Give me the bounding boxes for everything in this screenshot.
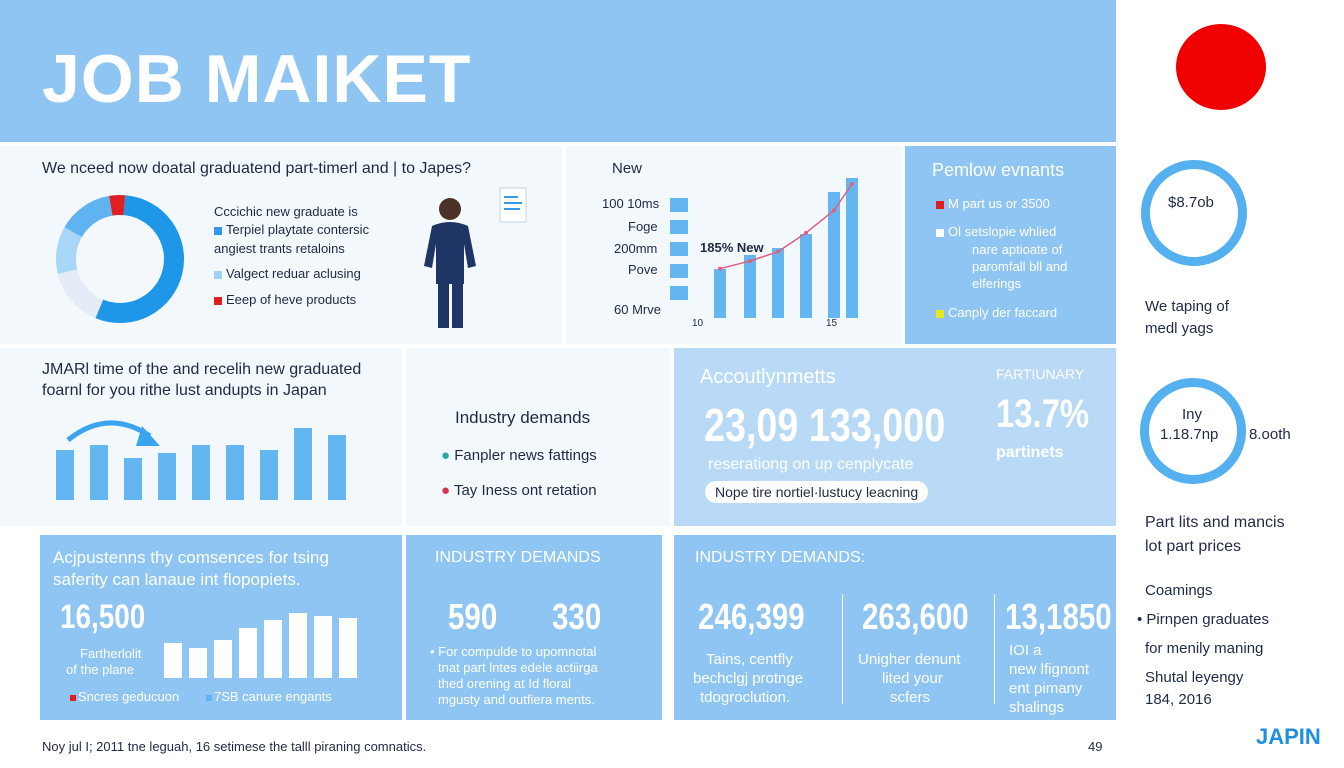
demand-col1-text-0: Tains, centfly bbox=[706, 651, 793, 668]
accountants-pill: Nope tire nortiel·lustucy leacning bbox=[705, 481, 928, 503]
donut-segment-3 bbox=[73, 206, 111, 232]
demand-col2-text-1: lited your bbox=[882, 670, 943, 687]
y-axis-marker-0 bbox=[670, 198, 688, 212]
graduates-bar-7 bbox=[294, 428, 312, 500]
document-icon bbox=[496, 186, 530, 226]
graduates-bar-5 bbox=[226, 445, 244, 500]
donut-segment-4 bbox=[111, 205, 125, 206]
panel-graduates-question: We nceed now doatal graduatend part-timerl and | to Japes? bbox=[42, 160, 472, 177]
donut-segment-1 bbox=[67, 272, 99, 309]
industry-item-0-text: Fanpler news fattings bbox=[454, 447, 597, 464]
adjustments-number: 16,500 bbox=[60, 598, 146, 636]
demand-col1-text-1: bechclgj protnge bbox=[693, 670, 804, 687]
industry-item-0 bbox=[441, 447, 597, 464]
red-circle-logo bbox=[1176, 24, 1266, 110]
adjustments-legend-1-text: 7SB canure engants bbox=[214, 689, 332, 704]
y-tick-1: Foge bbox=[628, 219, 658, 234]
legend-item-3 bbox=[214, 292, 356, 307]
event-bullet-5 bbox=[936, 310, 944, 318]
brand-logo-text: JAPIN bbox=[1256, 724, 1321, 749]
sidebar-list-0: Coamings bbox=[1145, 582, 1213, 599]
adjustments-legend-0-text: Sncres geducuon bbox=[78, 689, 180, 704]
adjustments-bar-0 bbox=[164, 643, 182, 678]
growth-line-point-5 bbox=[850, 182, 854, 186]
sidebar-list-1-text: Pirnpen graduates bbox=[1146, 611, 1270, 628]
sidebar-list-1: • Pirnpen graduates bbox=[1137, 611, 1270, 628]
part-time-title: FARTIUNARY bbox=[996, 366, 1085, 382]
part-time-subtitle: partinets bbox=[996, 444, 1064, 461]
footer-note: Noy jul I; 2011 tne leguah, 16 setimese the talll piraning comnatics. bbox=[42, 739, 427, 754]
x-tick-1: 15 bbox=[826, 318, 838, 329]
graduates-bar-chart bbox=[52, 426, 372, 500]
sidebar-list-3: Shutal leyengy bbox=[1145, 669, 1244, 686]
event-item-1-text: Ol setslopie whlied bbox=[948, 224, 1057, 239]
growth-line-point-2 bbox=[776, 250, 780, 254]
accountants-number: 23,09 133,000 bbox=[704, 399, 946, 451]
new-graduates-line2: foarnl for you rithe lust andupts in Japan bbox=[42, 382, 327, 399]
event-bullet-1 bbox=[936, 229, 944, 237]
industry-demands-title: Industry demands bbox=[455, 408, 591, 427]
industry-item-1-text: Tay Iness ont retation bbox=[453, 482, 597, 499]
graduates-bar-3 bbox=[158, 453, 176, 500]
legend-swatch-3 bbox=[214, 297, 222, 305]
y-tick-3: Pove bbox=[628, 262, 658, 277]
graduates-bar-8 bbox=[328, 435, 346, 500]
demand-col3-text-1: new lfignont bbox=[1009, 661, 1090, 678]
event-item-0 bbox=[936, 196, 1050, 211]
legend-item-2 bbox=[214, 266, 361, 281]
accountants-subtitle: reserationg on up cenplycate bbox=[708, 456, 914, 473]
donut-segment-0 bbox=[99, 205, 174, 313]
legend-item-0-text: Terpiel playtate contersic bbox=[226, 222, 370, 237]
growth-line-point-4 bbox=[832, 208, 836, 212]
adjustments-legend-1-swatch bbox=[206, 695, 212, 701]
industry-demands-2-num1: 590 bbox=[448, 596, 498, 637]
adjustments-line1: Acjpustenns thy comsences for tsing bbox=[53, 548, 329, 567]
growth-bar-2 bbox=[772, 248, 784, 318]
growth-line-point-3 bbox=[804, 231, 808, 235]
growth-chart-label: New bbox=[612, 160, 643, 177]
demand-col3-number: 13,1850 bbox=[1005, 596, 1112, 637]
demand-col3-text-3: shalings bbox=[1009, 699, 1065, 716]
graduates-bar-1 bbox=[90, 445, 108, 500]
demand-col1-text-2: tdogroclution. bbox=[700, 689, 791, 706]
events-title: Pemlow evnants bbox=[932, 160, 1065, 180]
growth-bar-3 bbox=[800, 234, 812, 318]
demand-col3-text-2: ent pimany bbox=[1009, 680, 1083, 697]
sidebar-list-4: 184, 2016 bbox=[1145, 691, 1212, 708]
person-illustration bbox=[418, 196, 484, 330]
stat-ring-2-side: 8.ooth bbox=[1249, 426, 1291, 443]
growth-bar-5 bbox=[846, 178, 858, 318]
legend-swatch-2 bbox=[214, 271, 222, 279]
page-title: JOB MAIKET bbox=[42, 41, 472, 117]
industry-demands-2-text-0: • For compulde to upomnotal bbox=[430, 644, 597, 659]
adjustments-bar-6 bbox=[314, 616, 332, 678]
stat-ring-1 bbox=[1141, 160, 1247, 266]
legend-title: Cccichic new graduate is bbox=[214, 204, 358, 219]
adjustments-bar-1 bbox=[189, 648, 207, 678]
event-bullet-0 bbox=[936, 201, 944, 209]
demand-col2-text-0: Unigher denunt bbox=[858, 651, 961, 668]
adjustments-legend-0 bbox=[70, 689, 179, 704]
y-axis-marker-4 bbox=[670, 286, 688, 300]
industry-demands-2-text-1: tnat part lntes edele actiirga bbox=[438, 660, 598, 675]
y-tick-0: 100 10ms bbox=[602, 196, 660, 211]
demand-col2-number: 263,600 bbox=[862, 596, 969, 637]
industry-item-1-icon: ● bbox=[441, 482, 451, 499]
demand-col1-number: 246,399 bbox=[698, 596, 805, 637]
legend-swatch-0 bbox=[214, 227, 222, 235]
growth-line-point-1 bbox=[748, 259, 752, 263]
stat-ring-2-value: 1.18.7np bbox=[1160, 426, 1219, 443]
accountants-title: Accoutlynmetts bbox=[700, 366, 836, 388]
panel-industry-demands bbox=[406, 348, 670, 526]
graduates-bar-4 bbox=[192, 445, 210, 500]
legend-item-3-text: Eeep of heve products bbox=[226, 292, 357, 307]
y-tick-4: 60 Mrve bbox=[614, 302, 661, 317]
adjustments-legend-0-swatch bbox=[70, 695, 76, 701]
stat-ring-2-label: Iny bbox=[1182, 406, 1203, 423]
y-axis-marker-2 bbox=[670, 242, 688, 256]
part-time-number: 13.7% bbox=[996, 392, 1090, 436]
industry-item-0-icon: ● bbox=[441, 447, 451, 464]
industry-demands-2-text-2: thed orening at Id floral bbox=[438, 676, 571, 691]
sidebar-text-1a: We taping of bbox=[1145, 298, 1229, 315]
column-divider-1 bbox=[842, 594, 843, 704]
legend-item-1: angiest trants retaloins bbox=[214, 241, 345, 256]
demand-col3-text-0: IOI a bbox=[1009, 642, 1042, 659]
growth-bar-0 bbox=[714, 269, 726, 318]
adjustments-bar-3 bbox=[239, 628, 257, 678]
event-item-0-text: M part us or 3500 bbox=[948, 196, 1050, 211]
sidebar-text-2a: Part lits and mancis bbox=[1145, 514, 1285, 531]
adjustments-bar-2 bbox=[214, 640, 232, 678]
adjustments-line2: saferity can lanaue int flopopiets. bbox=[53, 570, 301, 589]
adjustments-bar-4 bbox=[264, 620, 282, 678]
industry-demands-3-title: INDUSTRY DEMANDS: bbox=[695, 549, 866, 566]
adjustments-bar-5 bbox=[289, 613, 307, 678]
industry-demands-2-text-3: mgusty and outfiera ments. bbox=[438, 692, 595, 707]
legend-item-2-text: Valgect reduar aclusing bbox=[226, 266, 361, 281]
adjustments-legend-1 bbox=[206, 689, 332, 704]
sidebar-text-1b: medl yags bbox=[1145, 320, 1214, 337]
adjustments-bar-chart bbox=[160, 606, 360, 678]
event-item-3: paromfall bll and bbox=[972, 259, 1068, 274]
event-item-2: nare aptioate of bbox=[972, 242, 1063, 257]
event-item-5-text: Canply der faccard bbox=[948, 305, 1058, 320]
column-divider-2 bbox=[994, 594, 995, 704]
sidebar-list-2: for menily maning bbox=[1145, 640, 1264, 657]
y-axis-marker-3 bbox=[670, 264, 688, 278]
event-item-5 bbox=[936, 305, 1057, 320]
stat-ring-1-value: $8.7ob bbox=[1168, 194, 1214, 211]
growth-bar-chart bbox=[668, 168, 868, 328]
growth-line-point-0 bbox=[718, 267, 722, 271]
graduates-bar-2 bbox=[124, 458, 142, 500]
demand-col2-text-2: scfers bbox=[890, 689, 931, 706]
event-item-1 bbox=[936, 224, 1056, 239]
donut-segment-2 bbox=[66, 232, 73, 271]
y-axis-marker-1 bbox=[670, 220, 688, 234]
x-tick-0: 10 bbox=[692, 318, 704, 329]
chart-annotation: 185% New bbox=[700, 240, 764, 255]
event-item-4: elferings bbox=[972, 276, 1022, 291]
page-number: 49 bbox=[1088, 739, 1103, 754]
adjustments-label2: of the plane bbox=[66, 662, 134, 677]
sidebar-text-2b: lot part prices bbox=[1145, 538, 1242, 555]
donut-chart bbox=[54, 194, 186, 324]
legend-item-0 bbox=[214, 222, 369, 237]
y-tick-2: 200mm bbox=[614, 241, 658, 256]
new-graduates-line1: JMARl time of the and recelih new graduated bbox=[42, 361, 362, 378]
growth-bar-1 bbox=[744, 255, 756, 318]
industry-item-1 bbox=[441, 482, 597, 499]
industry-demands-2-title: INDUSTRY DEMANDS bbox=[435, 549, 601, 566]
industry-demands-2-num2: 330 bbox=[552, 596, 602, 637]
graduates-bar-6 bbox=[260, 450, 278, 500]
graduates-bar-0 bbox=[56, 450, 74, 500]
adjustments-label1: Fartherlolit bbox=[80, 646, 142, 661]
adjustments-bar-7 bbox=[339, 618, 357, 678]
